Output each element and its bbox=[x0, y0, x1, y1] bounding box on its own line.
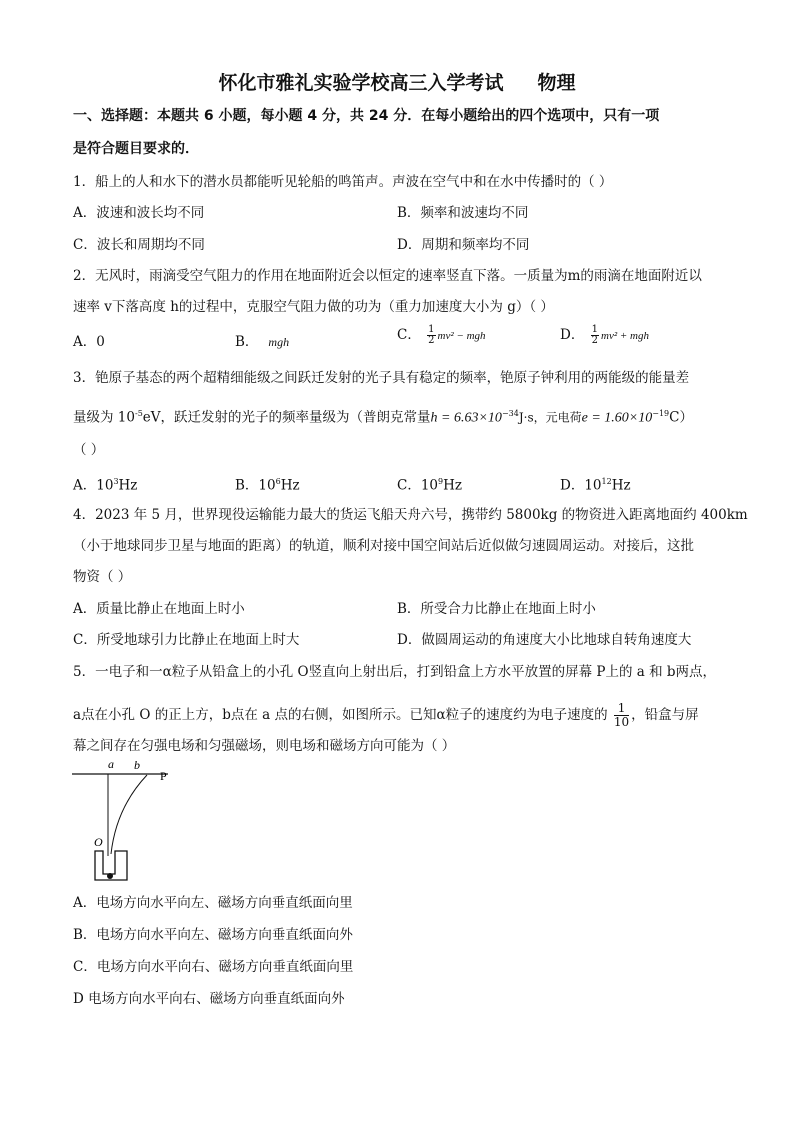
q3-stem-line1: 3．铯原子基态的两个超精细能级之间跃迁发射的光子具有稳定的频率，铯原子钟利用的两能级的能量差 bbox=[73, 370, 690, 386]
q5-stem-line2-tail: ，铅盒与屏 bbox=[631, 707, 699, 723]
q3-option-d[interactable]: D．$10^{12}Hz$ bbox=[560, 477, 631, 494]
section-header-line1: 一、选择题：本题共 6 小题，每小题 4 分，共 24 分．在每小题给出的四个选项中，只有一项 bbox=[73, 108, 660, 124]
q4-stem-line2: （小于地球同步卫星与地面的距离）的轨道，顺利对接中国空间站后近似做匀速圆周运动。对接后，这批 bbox=[73, 538, 694, 554]
q3-charge-expr: e = 1.60×10 bbox=[581, 410, 653, 426]
q1-option-d[interactable]: D．周期和频率均不同 bbox=[397, 237, 530, 253]
q5-stem-line3: 幕之间存在匀强电场和匀强磁场，则电场和磁场方向可能为（ ） bbox=[73, 738, 456, 754]
q3-energy-base: 量级为 10 bbox=[73, 409, 135, 426]
q5-stem-line1: 5．一电子和一α粒子从铅盒上的小孔 O竖直向上射出后，打到铅盒上方水平放置的屏幕 P上的 a 和 b两点， bbox=[73, 664, 717, 680]
q2-option-d[interactable] bbox=[560, 325, 649, 346]
q3-charge-exp: −19 bbox=[652, 409, 670, 418]
q2-stem-line2: 速率 v下落高度 h的过程中，克服空气阻力做的功为（重力加速度大小为 g）（ ） bbox=[73, 299, 554, 315]
q2-option-d-label: D． bbox=[560, 327, 585, 343]
q4-option-b[interactable]: B．所受合力比静止在地面上时小 bbox=[397, 601, 596, 617]
q2-stem-line1: 2．无风时，雨滴受空气阻力的作用在地面附近会以恒定的速率竖直下落。一质量为m的雨滴在地面附近以 bbox=[73, 268, 702, 284]
q2-option-d-fraction: $\frac{1}{2}$ bbox=[591, 324, 598, 346]
q5-option-c[interactable]: C．电场方向水平向右、磁场方向垂直纸面向里 bbox=[73, 959, 354, 975]
q1-stem: 1．船上的人和水下的潜水员都能听见轮船的鸣笛声。声波在空气中和在水中传播时的（ ） bbox=[73, 174, 613, 190]
q2-option-b-label: B． bbox=[235, 334, 259, 350]
label-P: P bbox=[160, 769, 167, 783]
q3-stem-mid: eV，跃迁发射的光子的频率量级为（普朗克常量 bbox=[142, 409, 431, 426]
q2-option-c-expr: mv² − mgh bbox=[437, 330, 486, 342]
q4-option-a[interactable]: A．质量比静止在地面上时小 bbox=[73, 601, 245, 617]
q3-option-c[interactable]: C．$10^9Hz$ bbox=[397, 477, 462, 494]
section-header-line2: 是符合题目要求的． bbox=[73, 141, 199, 157]
q2-option-b[interactable] bbox=[235, 333, 289, 351]
q3-charge-unit: C） bbox=[669, 409, 693, 426]
q5-figure bbox=[70, 758, 190, 883]
q3-planck-expr: h = 6.63×10 bbox=[430, 410, 502, 426]
q2-option-c-fraction: $\frac{1}{2}$ bbox=[428, 324, 435, 346]
exam-title bbox=[0, 68, 794, 95]
q2-option-c[interactable] bbox=[397, 325, 486, 346]
q3-stem-line2 bbox=[73, 405, 693, 428]
label-a: a bbox=[108, 758, 114, 771]
q4-option-c[interactable]: C．所受地球引力比静止在地面上时大 bbox=[73, 632, 300, 648]
q1-option-b[interactable]: B．频率和波速均不同 bbox=[397, 205, 529, 221]
exam-title-main: 怀化市雅礼实验学校高三入学考试 bbox=[218, 72, 504, 94]
q2-option-b-expr: mgh bbox=[268, 335, 290, 349]
q5-stem-line2-text: a点在小孔 O 的正上方，b点在 a 点的右侧，如图所示。已知α粒子的速度约为电子速度的 bbox=[73, 707, 608, 723]
q5-option-d[interactable]: D 电场方向水平向右、磁场方向垂直纸面向外 bbox=[73, 991, 345, 1007]
q3-planck-unit: J·s，元电荷 bbox=[518, 410, 582, 425]
q3-stem-line3: （ ） bbox=[73, 442, 105, 458]
q1-option-c[interactable]: C．波长和周期均不同 bbox=[73, 237, 205, 253]
exam-subject: 物理 bbox=[537, 72, 576, 94]
q4-stem-line1: 4．2023 年 5 月，世界现役运输能力最大的货运飞船天舟六号，携带约 5800kg 的物资进入距离地面约 400km bbox=[73, 507, 748, 523]
q2-option-a[interactable]: A．0 bbox=[73, 334, 105, 350]
q5-option-a[interactable]: A．电场方向水平向左、磁场方向垂直纸面向里 bbox=[73, 895, 353, 911]
label-b: b bbox=[134, 758, 140, 772]
q4-stem-line3: 物资（ ） bbox=[73, 569, 132, 585]
label-O: O bbox=[94, 835, 103, 849]
q3-planck-exp: −34 bbox=[501, 409, 519, 418]
q5-stem-line2 bbox=[73, 702, 699, 729]
q3-option-a[interactable]: A．$10^3Hz$ bbox=[73, 477, 138, 494]
path-b bbox=[111, 775, 147, 854]
q2-option-c-label: C． bbox=[397, 327, 421, 343]
q1-option-a[interactable]: A．波速和波长均不同 bbox=[73, 205, 205, 221]
q3-energy-exp: -5 bbox=[134, 409, 143, 418]
q5-fraction: $\frac{1}{10}$ bbox=[613, 701, 630, 729]
q5-option-b[interactable]: B．电场方向水平向左、磁场方向垂直纸面向外 bbox=[73, 927, 353, 943]
q3-option-b[interactable]: B．$10^6Hz$ bbox=[235, 477, 300, 494]
q4-option-d[interactable]: D．做圆周运动的角速度大小比地球自转角速度大 bbox=[397, 632, 692, 648]
q2-option-d-expr: mv² + mgh bbox=[601, 330, 649, 342]
source-dot bbox=[107, 873, 113, 879]
